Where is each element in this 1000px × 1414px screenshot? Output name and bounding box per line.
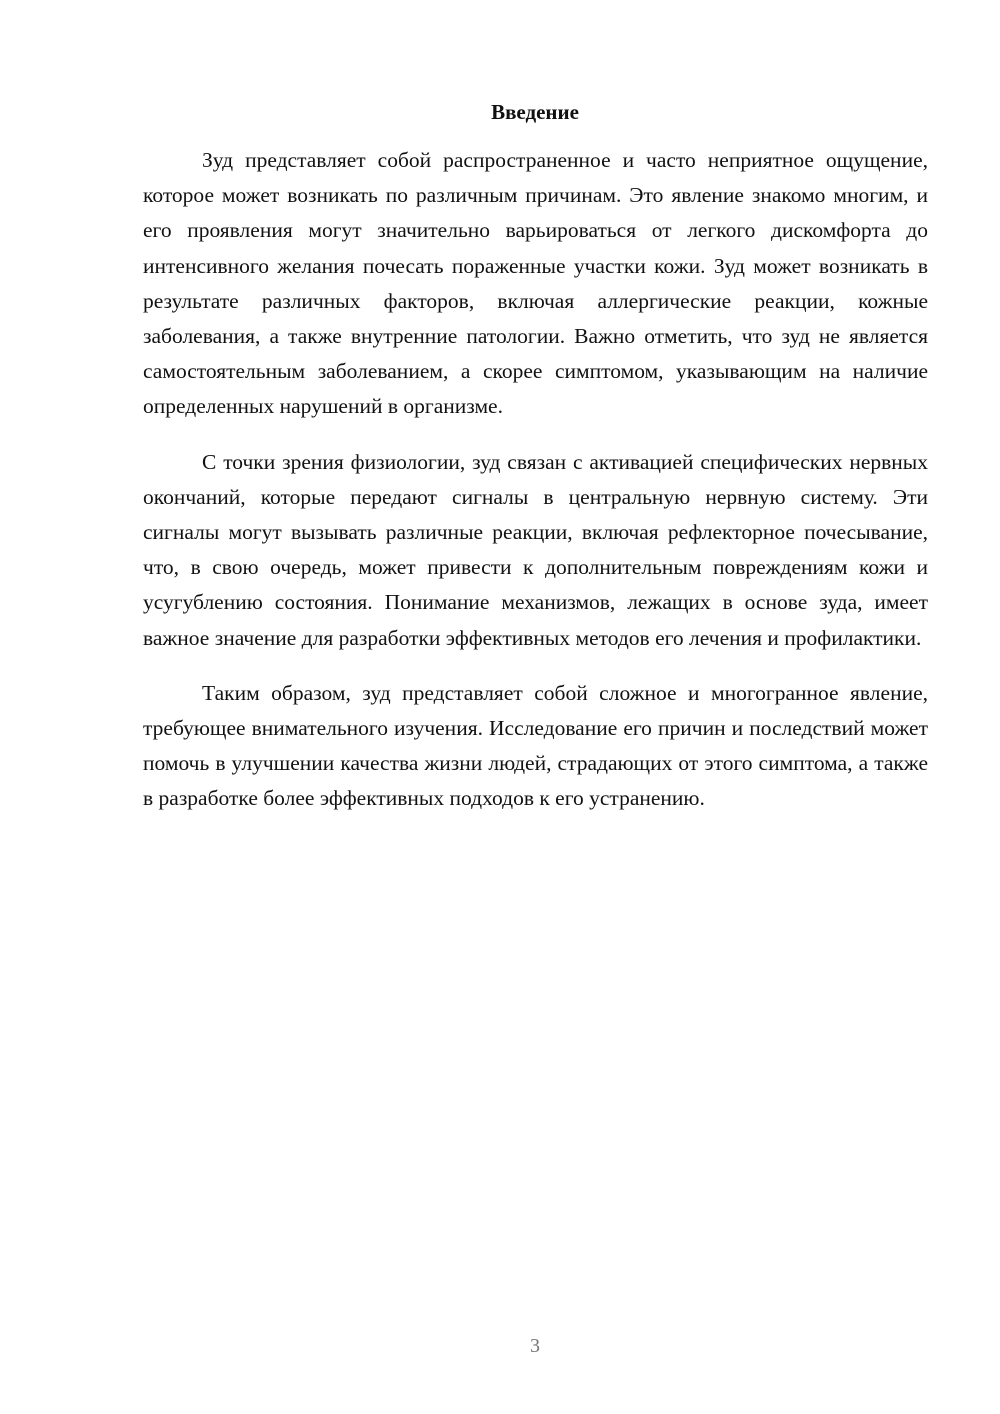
paragraph-3: Таким образом, зуд представляет собой сложное и многогранное явление, требующее внимательного изучения. Исследование его причин и последствий может помочь в улучшении качества жизни людей, страдающих от этого симптома, а также в разработке более эффективных подходов к его устранению.: [143, 680, 928, 811]
body-text: [143, 143, 928, 837]
page-number: 3: [530, 1335, 540, 1357]
paragraph-2: С точки зрения физиологии, зуд связан с активацией специфических нервных окончаний, которые передают сигналы в центральную нервную систему. Эти сигналы могут вызывать различные реакции, включая рефлекторное почесывание, что, в свою очередь, может привести к дополнительным повреждениям кожи и усугублению состояния. Понимание механизмов, лежащих в основе зуда, имеет важное значение для разработки эффективных методов его лечения и профилактики.: [143, 449, 928, 650]
paragraph-1: Зуд представляет собой распространенное и часто неприятное ощущение, которое может возникать по различным причинам. Это явление знакомо многим, и его проявления могут значительно варьироваться от легкого дискомфорта до интенсивного желания почесать пораженные участки кожи. Зуд может возникать в результате различных факторов, включая аллергические реакции, кожные заболевания, а также внутренние патологии. Важно отметить, что зуд не является самостоятельным заболеванием, а скорее симптомом, указывающим на наличие определенных нарушений в организме.: [143, 148, 928, 419]
section-title: Введение: [491, 100, 579, 124]
